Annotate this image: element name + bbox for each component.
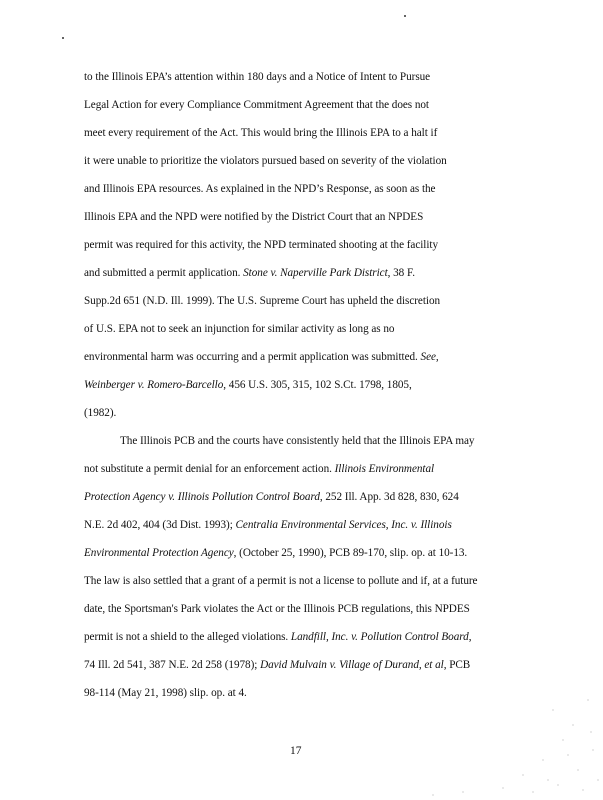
text-line xyxy=(84,322,394,336)
body-text: to the Illinois EPA’s attention within 180 days and a Notice of Intent to Pursue xyxy=(84,71,431,83)
body-text: , PCB xyxy=(443,659,471,671)
body-text: , 456 U.S. 305, 315, 102 S.Ct. 1798, 1805, xyxy=(223,379,412,391)
body-text: The Illinois PCB and the courts have consistently held that the Illinois EPA may xyxy=(120,435,475,447)
text-line xyxy=(84,266,415,280)
body-text: of U.S. EPA not to seek an injunction for similar activity as long as no xyxy=(84,323,395,335)
body-text: and submitted a permit application. xyxy=(84,267,244,279)
page-number: 17 xyxy=(290,745,302,757)
text-line xyxy=(84,154,447,168)
body-text: it were unable to prioritize the violators pursued based on severity of the violation xyxy=(84,155,447,167)
text-line xyxy=(84,630,471,644)
body-text: Illinois EPA and the NPD were notified by the District Court that an NPDES xyxy=(84,211,424,223)
body-text: 98-114 (May 21, 1998) slip. op. at 4. xyxy=(84,687,247,699)
body-text: meet every requirement of the Act. This would bring the Illinois EPA to a halt if xyxy=(84,127,438,139)
body-text: permit is not a shield to the alleged violations. xyxy=(84,631,291,643)
body-text: Legal Action for every Compliance Commitment Agreement that the does not xyxy=(84,99,429,111)
citation-text: Protection Agency v. Illinois Pollution Control Board xyxy=(84,491,320,503)
body-text: not substitute a permit denial for an enforcement action. xyxy=(84,463,335,475)
citation-text: Stone v. Naperville Park District xyxy=(243,267,388,279)
text-line xyxy=(84,238,438,252)
scan-speck xyxy=(404,15,406,17)
text-line xyxy=(84,294,440,308)
text-line xyxy=(84,70,430,84)
body-text: date, the Sportsman's Park violates the Act or the Illinois PCB regulations, this NPDES xyxy=(84,603,470,615)
text-line xyxy=(84,210,423,224)
body-text: , 38 F. xyxy=(387,267,415,279)
body-text: , xyxy=(468,631,472,643)
scan-speck xyxy=(62,37,64,39)
text-line xyxy=(84,182,435,196)
body-text: environmental harm was occurring and a permit application was submitted. xyxy=(84,351,421,363)
citation-text: Environmental Protection Agency xyxy=(84,547,234,559)
text-line xyxy=(84,686,247,700)
body-text: , 252 Ill. App. 3d 828, 830, 624 xyxy=(319,491,459,503)
text-line xyxy=(84,98,429,112)
text-line xyxy=(120,434,474,448)
citation-text: Illinois Environmental xyxy=(334,463,435,475)
body-text: The law is also settled that a grant of a permit is not a license to pollute and if, at a future xyxy=(84,575,478,587)
body-text: N.E. 2d 402, 404 (3d Dist. 1993); xyxy=(84,519,236,531)
citation-text: Centralia Environmental Services, Inc. v. Illinois xyxy=(235,519,452,531)
citation-text: Weinberger v. Romero-Barcello xyxy=(84,379,224,391)
text-line xyxy=(84,546,467,560)
body-text: 74 Ill. 2d 541, 387 N.E. 2d 258 (1978); xyxy=(84,659,261,671)
text-line xyxy=(84,126,437,140)
text-line xyxy=(84,406,116,420)
body-text: Supp.2d 651 (N.D. Ill. 1999). The U.S. Supreme Court has upheld the discretion xyxy=(84,295,441,307)
body-text: permit was required for this activity, the NPD terminated shooting at the facility xyxy=(84,239,439,251)
citation-text: David Mulvain v. Village of Durand, et al xyxy=(260,659,444,671)
text-line xyxy=(84,378,412,392)
text-line xyxy=(84,658,470,672)
text-line xyxy=(84,602,470,616)
text-line xyxy=(84,462,434,476)
text-line xyxy=(84,350,439,364)
body-text: and Illinois EPA resources. As explained in the NPD’s Response, as soon as the xyxy=(84,183,436,195)
text-line xyxy=(84,490,459,504)
body-text: , (October 25, 1990), PCB 89-170, slip. op. at 10-13. xyxy=(233,547,468,559)
text-line xyxy=(84,574,477,588)
text-line xyxy=(84,518,452,532)
citation-text: See, xyxy=(420,351,439,363)
body-text: (1982). xyxy=(84,407,117,419)
scan-noise xyxy=(403,680,603,800)
citation-text: Landfill, Inc. v. Pollution Control Board xyxy=(290,631,469,643)
